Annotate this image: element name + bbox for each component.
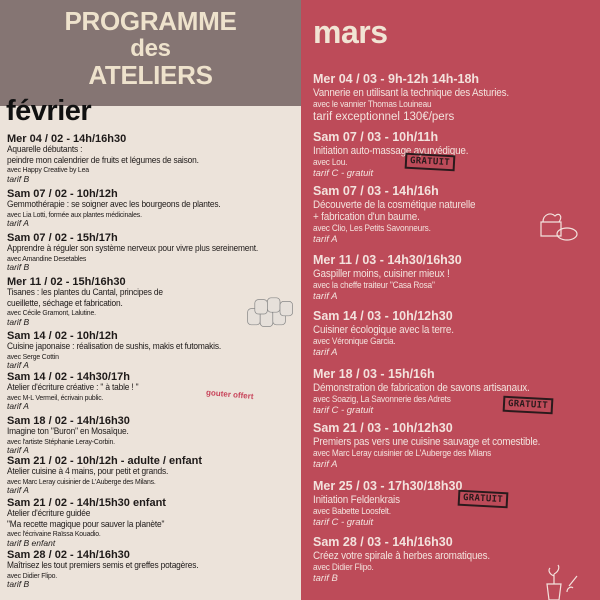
entry-price: tarif A xyxy=(313,234,338,245)
gratuit-badge: GRATUIT xyxy=(503,396,554,415)
month-heading-february: février xyxy=(6,95,92,127)
entry-price: tarif C - gratuit xyxy=(313,517,374,528)
entry-host: avec M-L Vermeil, écrivain public. xyxy=(7,392,104,402)
entry-price: tarif A xyxy=(7,401,29,411)
month-heading-march: mars xyxy=(313,14,388,50)
entry-host: avec la cheffe traiteur "Casa Rosa" xyxy=(313,280,435,290)
entry-date: Sam 21 / 02 - 10h/12h - adulte / enfant xyxy=(7,455,203,467)
entry-price: tarif B enfant xyxy=(7,537,56,548)
workshop-entry xyxy=(313,130,486,180)
entry-date: Sam 28 / 02 - 14h/16h30 xyxy=(7,549,130,561)
entry-date: Sam 14 / 03 - 10h/12h30 xyxy=(313,309,453,323)
entry-host: avec Clio, Les Petits Savonneurs. xyxy=(313,223,431,233)
gratuit-badge: GRATUIT xyxy=(405,153,456,172)
entry-host: avec Didier Flipo. xyxy=(7,570,57,580)
entry-description: Premiers pas vers une cuisine sauvage et comestible. xyxy=(313,436,541,448)
workshop-entry xyxy=(7,276,184,327)
gratuit-badge: GRATUIT xyxy=(458,490,509,509)
entry-date: Sam 07 / 02 - 15h/17h xyxy=(7,232,118,244)
workshop-entry xyxy=(7,133,225,184)
entry-host: avec Amandine Desetables xyxy=(7,253,87,263)
entry-host: avec Soazig, La Savonnerie des Adrets xyxy=(313,394,451,404)
entry-description: Initiation auto-massage ayurvédique. xyxy=(313,145,469,157)
workshop-entry xyxy=(7,497,186,548)
workshop-entry xyxy=(7,188,250,228)
entry-host: avec Happy Creative by Lea xyxy=(7,165,89,174)
workshop-entry xyxy=(7,371,156,411)
entry-description: Atelier cuisine à 4 mains, pour petit et grands. xyxy=(7,466,169,477)
entry-description: Gaspiller moins, cuisiner mieux ! xyxy=(313,268,450,280)
entry-date: Sam 14 / 02 - 10h/12h xyxy=(7,330,118,342)
entry-description: Maîtrisez les tout premiers semis et greffes potagères. xyxy=(7,560,199,571)
workshop-entry xyxy=(313,535,510,585)
title-line: des xyxy=(130,35,171,62)
entry-date: Mer 04 / 03 - 9h-12h 14h-18h xyxy=(313,72,480,86)
march-panel xyxy=(301,0,600,600)
entry-host: avec Babette Loosfelt. xyxy=(313,506,391,516)
entry-host: avec Lia Lotti, formée aux plantes médicinales. xyxy=(7,209,142,219)
entry-date: Mer 04 / 02 - 14h/16h30 xyxy=(7,133,127,145)
entry-host: avec Marc Leray cuisinier de L'Auberge des Milans xyxy=(313,448,492,458)
workshop-entry xyxy=(7,232,292,272)
gouter-offert-note: gouter offert xyxy=(205,387,254,402)
entry-description: Atelier d'écriture créative : " à table ! " xyxy=(7,382,139,393)
entry-description: Gemmothérapie : se soigner avec les bourgeons de plantes. xyxy=(7,199,221,210)
entry-price: tarif B xyxy=(313,573,338,584)
sushi-illustration-icon xyxy=(244,296,298,332)
workshop-entry xyxy=(7,549,224,589)
workshop-entry xyxy=(313,421,566,471)
entry-price: tarif A xyxy=(7,445,29,455)
entry-price: tarif A xyxy=(7,485,29,495)
entry-price: tarif A xyxy=(7,360,29,370)
entry-date: Mer 11 / 02 - 15h/16h30 xyxy=(7,276,126,288)
entry-host: avec l'artiste Stéphanie Leray-Corbin. xyxy=(7,436,115,446)
entry-description: Atelier d'écriture guidée xyxy=(7,508,91,519)
entry-description: Démonstration de fabrication de savons artisanaux. xyxy=(313,382,530,394)
entry-host: avec Marc Leray cuisinier de L'Auberge des Milans. xyxy=(7,476,156,486)
entry-date: Mer 11 / 03 - 14h30/16h30 xyxy=(313,253,462,267)
entry-price: tarif B xyxy=(7,316,30,327)
entry-date: Sam 18 / 02 - 14h/16h30 xyxy=(7,415,130,427)
entry-host: avec Véronique Garcia. xyxy=(313,336,396,346)
entry-description: Créez votre spirale à herbes aromatiques. xyxy=(313,550,490,562)
entry-price: tarif exceptionnel 130€/pers xyxy=(313,111,455,123)
title-line: ATELIERS xyxy=(88,60,213,90)
entry-description: Vannerie en utilisant la technique des Asturies. xyxy=(313,87,509,99)
entry-host: avec Cécile Gramont, Lalutine. xyxy=(7,308,96,317)
entry-host: avec Serge Cottin xyxy=(7,351,59,361)
cosmetic-jar-icon xyxy=(537,208,579,243)
entry-price: tarif A xyxy=(313,347,338,358)
title-line: PROGRAMME xyxy=(64,6,237,36)
workshop-entry xyxy=(313,184,493,246)
plant-pot-icon xyxy=(541,562,581,600)
entry-description: Aquarelle débutants : xyxy=(7,144,83,155)
entry-price: tarif B xyxy=(7,173,30,184)
entry-price: tarif B xyxy=(7,262,30,272)
entry-description: Initiation Feldenkrais xyxy=(313,494,400,506)
workshop-entry xyxy=(7,415,145,455)
entry-description: Cuisiner écologique avec la terre. xyxy=(313,324,454,336)
workshop-entry xyxy=(313,309,469,359)
entry-description: + fabrication d'un baume. xyxy=(313,211,420,223)
entry-price: tarif A xyxy=(313,459,338,470)
entry-price: tarif A xyxy=(313,291,338,302)
entry-date: Sam 07 / 02 - 10h/12h xyxy=(7,188,118,200)
entry-description: Tisanes : les plantes du Cantal, principes de xyxy=(7,287,163,298)
entry-price: tarif C - gratuit xyxy=(313,405,374,416)
entry-description: Cuisine japonaise : réalisation de sushis, makis et futomakis. xyxy=(7,341,221,352)
entry-host: avec Lou. xyxy=(313,157,348,167)
entry-date: Sam 28 / 03 - 14h/16h30 xyxy=(313,535,453,549)
entry-price: tarif A xyxy=(7,218,29,228)
entry-price: tarif C - gratuit xyxy=(313,168,374,179)
entry-price: tarif B xyxy=(7,579,30,589)
entry-description: Découverte de la cosmétique naturelle xyxy=(313,199,476,211)
entry-description: "Ma recette magique pour sauver la planète" xyxy=(7,518,165,530)
header-band xyxy=(0,0,301,106)
workshop-entry xyxy=(313,72,531,124)
entry-host: avec l'écrivaine Raïssa Kouadio. xyxy=(7,529,101,538)
page-title xyxy=(0,8,301,89)
entry-date: Sam 21 / 02 - 14h/15h30 enfant xyxy=(7,497,166,509)
workshop-entry xyxy=(7,330,250,370)
entry-host: avec le vannier Thomas Louineau xyxy=(313,99,432,109)
workshop-entry xyxy=(313,253,465,303)
entry-date: Sam 14 / 02 - 14h30/17h xyxy=(7,371,130,383)
entry-host: avec Didier Flipo. xyxy=(313,562,374,572)
entry-date: Mer 25 / 03 - 17h30/18h30 xyxy=(313,479,463,493)
workshop-entry xyxy=(313,479,504,529)
entry-date: Sam 07 / 03 - 14h/16h xyxy=(313,184,439,198)
entry-date: Sam 07 / 03 - 10h/11h xyxy=(313,130,439,144)
entry-description: peindre mon calendrier de fruits et légumes de saison. xyxy=(7,154,199,166)
workshop-entry xyxy=(313,367,554,417)
entry-description: cueillette, séchage et fabrication. xyxy=(7,297,123,309)
entry-description: Imagine ton "Buron" en Mosaïque. xyxy=(7,426,129,437)
workshop-entry xyxy=(7,455,202,495)
entry-description: Apprendre à réguler son système nerveux pour vivre plus sereinement. xyxy=(7,243,259,254)
entry-date: Mer 18 / 03 - 15h/16h xyxy=(313,367,435,381)
entry-date: Sam 21 / 03 - 10h/12h30 xyxy=(313,421,453,435)
